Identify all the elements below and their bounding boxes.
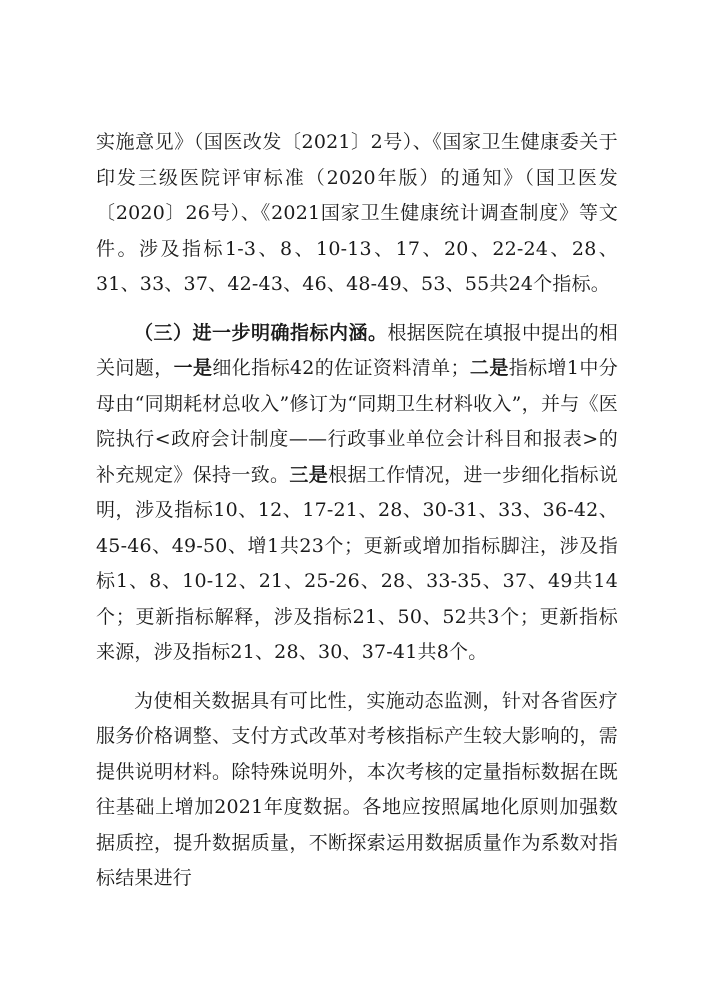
paragraph-text: 指标增1中分母由“同期耗材总收入”修订为“同期卫生材料收入”，并与《医院执行<政府会计制度——行政事业单位会计科目和报表>的补充规定》保持一致。 [96, 357, 619, 486]
paragraph-text: 根据工作情况，进一步细化指标说明，涉及指标10、12、17-21、28、30-31、33、36-42、45-46、49-50、增1共23个；更新或增加指标脚注，涉及指标1、8、10-12、21、25-26、28、33-35、37、49共14个；更新指标解释，涉及指标21、50、52共3个；更新指标来源，涉及指标21、28、30、37-41共8个。 [96, 463, 618, 663]
emphasis-first: 一是 [173, 357, 213, 379]
paragraph-text: 细化指标42的佐证资料清单； [212, 357, 470, 379]
emphasis-third: 三是 [289, 463, 329, 486]
section-heading: （三）进一步明确指标内涵。 [134, 321, 388, 344]
paragraph-policy-references: 实施意见》（国医改发〔2021〕2号）、《国家卫生健康委关于印发三级医院评审标准（2020年版）的通知》（国卫医发〔2020〕26号）、《2021国家卫生健康统计调查制度》等文件。涉及指标1-3、8、10-13、17、20、22-24、28、31、33、37、42-43、46、48-49、53、55共24个指标。 [96, 131, 618, 295]
paragraph-data-quality: 为使相关数据具有可比性，实施动态监测，针对各省医疗服务价格调整、支付方式改革对考核指标产生较大影响的，需提供说明材料。除特殊说明外，本次考核的定量指标数据在既往基础上增加2021年度数据。各地应按照属地化原则加强数据质控，提升数据质量，不断探索运用数据质量作为系数对指标结果进行 [96, 689, 618, 889]
document-body [96, 125, 618, 897]
paragraph-indicator-clarification [96, 316, 618, 671]
emphasis-second: 二是 [469, 357, 509, 379]
paragraph-text: 根据医院在填报中提出的相关问题， [96, 321, 618, 379]
